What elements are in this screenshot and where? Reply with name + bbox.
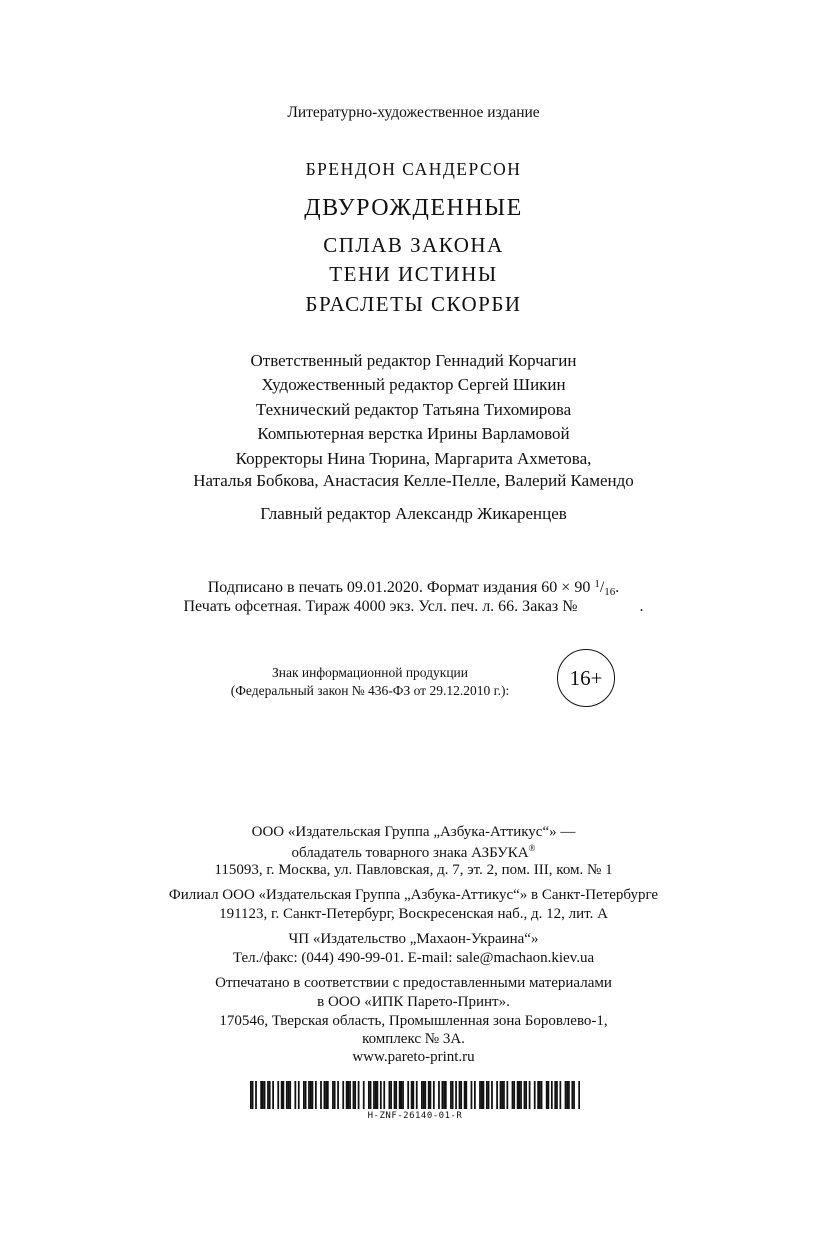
barcode-bar — [524, 1081, 526, 1109]
barcode-bar — [481, 1081, 483, 1109]
barcode-bar — [479, 1081, 481, 1109]
publisher-address: 115093, г. Москва, ул. Павловская, д. 7, эт. 2, пом. III, ком. № 1 — [214, 862, 613, 878]
barcode-bar — [452, 1081, 454, 1109]
barcode-bar — [370, 1081, 372, 1109]
barcode-bar — [474, 1081, 476, 1109]
barcode-bar — [294, 1081, 296, 1109]
barcode-bar — [260, 1081, 262, 1109]
barcode-bar — [430, 1081, 432, 1109]
barcode-bar — [483, 1081, 485, 1109]
printer-address-building: комплекс № 3А. — [362, 1031, 465, 1047]
publisher-line: ООО «Издательская Группа „Азбука-Аттикус“» — — [251, 824, 576, 840]
book-title: СПЛАВ ЗАКОНА — [323, 233, 504, 257]
barcode-bar — [342, 1081, 344, 1109]
barcode-bar — [358, 1081, 360, 1109]
barcode-bar — [520, 1081, 522, 1109]
printer-name: в ООО «ИПК Парето-Принт». — [317, 994, 510, 1010]
branch-line: Филиал ООО «Издательская Группа „Азбука-Аттикус“» в Санкт-Петербурге — [168, 887, 659, 903]
format-fraction-slash: / — [599, 579, 605, 596]
barcode-bar — [354, 1081, 356, 1109]
barcode-bar — [400, 1081, 402, 1109]
barcode-bar — [424, 1081, 426, 1109]
barcode-bar — [325, 1081, 327, 1109]
barcode-bar — [250, 1081, 252, 1109]
barcode-bar — [324, 1081, 326, 1109]
barcode-bar — [346, 1081, 348, 1109]
barcode-bar — [496, 1081, 498, 1109]
format-fraction-numerator: 1 — [594, 578, 600, 590]
chief-editor-line: Главный редактор Александр Жикаренцев — [260, 504, 567, 523]
barcode-bar — [394, 1081, 396, 1109]
barcode-bar — [412, 1081, 414, 1109]
barcode-bar — [320, 1081, 322, 1109]
barcode-bar — [337, 1081, 339, 1109]
barcode-bar — [565, 1081, 567, 1109]
barcode-bar — [486, 1081, 488, 1109]
print-run-text: Печать офсетная. Тираж 4000 экз. Усл. печ. л. 66. Заказ № — [183, 598, 578, 615]
barcode — [250, 1081, 580, 1109]
print-format-end: . — [615, 579, 620, 596]
credit-line: Корректоры Нина Тюрина, Маргарита Ахметова, — [235, 449, 592, 468]
barcode-bar — [305, 1081, 307, 1109]
barcode-bar — [506, 1081, 508, 1109]
barcode-bar — [534, 1081, 536, 1109]
credit-line: Технический редактор Татьяна Тихомирова — [255, 400, 572, 419]
barcode-bar — [433, 1081, 435, 1109]
barcode-bar — [517, 1081, 519, 1109]
barcode-bar — [375, 1081, 377, 1109]
barcode-bar — [559, 1081, 561, 1109]
barcode-bar — [548, 1081, 550, 1109]
print-info-line — [0, 578, 827, 598]
barcode-bar — [554, 1081, 556, 1109]
barcode-bar — [262, 1081, 264, 1109]
print-run-end: . — [639, 598, 644, 615]
barcode-bar — [551, 1081, 553, 1109]
print-run-line — [0, 598, 827, 616]
barcode-bar — [465, 1081, 467, 1109]
credit-line: Наталья Бобкова, Анастасия Келле-Пелле, Валерий Камендо — [193, 471, 634, 490]
barcode-bar — [438, 1081, 440, 1109]
genre-label: Литературно-художественное издание — [287, 104, 540, 121]
barcode-bar — [380, 1081, 382, 1109]
barcode-bar — [568, 1081, 570, 1109]
barcode-bar — [399, 1081, 401, 1109]
barcode-bar — [332, 1081, 334, 1109]
barcode-bar — [442, 1081, 444, 1109]
credit-line: Ответственный редактор Геннадий Корчагин — [250, 351, 577, 370]
ukraine-publisher-line: ЧП «Издательство „Махаон-Украина“» — [288, 931, 539, 947]
barcode-bar — [450, 1081, 452, 1109]
barcode-bar — [501, 1081, 503, 1109]
barcode-bar — [460, 1081, 462, 1109]
printer-line: Отпечатано в соответствии с предоставленными материалами — [215, 975, 612, 991]
barcode-bar — [518, 1081, 520, 1109]
barcode-bar — [459, 1081, 461, 1109]
barcode-bar — [327, 1081, 329, 1109]
barcode-bar — [546, 1081, 548, 1109]
barcode-bar — [303, 1081, 305, 1109]
barcode-bar — [349, 1081, 351, 1109]
barcode-bar — [388, 1081, 390, 1109]
barcode-bar — [556, 1081, 558, 1109]
branch-address: 191123, г. Санкт-Петербург, Воскресенская наб., д. 12, лит. А — [219, 906, 608, 922]
book-title: БРАСЛЕТЫ СКОРБИ — [305, 292, 522, 316]
barcode-bar — [267, 1081, 269, 1109]
barcode-bar — [445, 1081, 447, 1109]
barcode-bar — [289, 1081, 291, 1109]
format-fraction-denominator: 16 — [604, 586, 616, 598]
barcode-bar — [541, 1081, 543, 1109]
barcode-bar — [272, 1081, 274, 1109]
barcode-bar — [503, 1081, 505, 1109]
barcode-bar — [347, 1081, 349, 1109]
barcode-bar — [411, 1081, 413, 1109]
barcode-code: H-ZNF-26140-01-R — [367, 1111, 463, 1121]
print-format-text: Подписано в печать 09.01.2020. Формат издания 60 × 90 — [207, 579, 591, 596]
age-rating-badge — [557, 649, 615, 707]
barcode-bar — [315, 1081, 317, 1109]
barcode-bar — [416, 1081, 418, 1109]
barcode-bar — [578, 1081, 580, 1109]
barcode-bar — [383, 1081, 385, 1109]
barcode-bar — [525, 1081, 527, 1109]
barcode-bar — [571, 1081, 573, 1109]
barcode-bar — [488, 1081, 490, 1109]
barcode-bar — [286, 1081, 288, 1109]
barcode-bar — [298, 1081, 300, 1109]
barcode-bar — [390, 1081, 392, 1109]
barcode-bar — [288, 1081, 290, 1109]
age-rating-text: 16+ — [569, 665, 603, 690]
barcode-bar — [308, 1081, 310, 1109]
barcode-bar — [255, 1081, 257, 1109]
barcode-bar — [513, 1081, 515, 1109]
barcode-bar — [471, 1081, 473, 1109]
barcode-bar — [491, 1081, 493, 1109]
barcode-bar — [537, 1081, 539, 1109]
barcode-bar — [252, 1081, 254, 1109]
barcode-bar — [373, 1081, 375, 1109]
barcode-bar — [368, 1081, 370, 1109]
barcode-bar — [573, 1081, 575, 1109]
barcode-bar — [312, 1081, 314, 1109]
barcode-bar — [421, 1081, 423, 1109]
barcode-bar — [428, 1081, 430, 1109]
publisher-trademark-line — [0, 843, 827, 862]
barcode-bar — [512, 1081, 514, 1109]
printer-website: www.pareto-print.ru — [352, 1049, 475, 1065]
age-sign-label-line: Знак информационной продукции — [271, 665, 469, 680]
barcode-bar — [529, 1081, 531, 1109]
barcode-bar — [395, 1081, 397, 1109]
ukraine-contact-line: Тел./факс: (044) 490-99-01. E-mail: sale@machaon.kiev.ua — [232, 950, 595, 966]
barcode-bar — [407, 1081, 409, 1109]
barcode-bar — [443, 1081, 445, 1109]
barcode-bar — [310, 1081, 312, 1109]
printer-address: 170546, Тверская область, Промышленная зона Боровлево-1, — [219, 1013, 608, 1029]
barcode-bar — [334, 1081, 336, 1109]
credit-line: Художественный редактор Сергей Шикин — [261, 375, 566, 394]
barcode-bar — [539, 1081, 541, 1109]
barcode-bar — [277, 1081, 279, 1109]
credit-line: Компьютерная верстка Ирины Варламовой — [257, 424, 570, 443]
barcode-bar — [353, 1081, 355, 1109]
barcode-bar — [402, 1081, 404, 1109]
barcode-bar — [423, 1081, 425, 1109]
barcode-bar — [269, 1081, 271, 1109]
barcode-bar — [264, 1081, 266, 1109]
age-sign-label — [180, 664, 560, 700]
author-name: БРЕНДОН САНДЕРСОН — [305, 159, 522, 179]
book-title: ТЕНИ ИСТИНЫ — [329, 262, 498, 286]
barcode-bar — [282, 1081, 284, 1109]
series-title: ДВУРОЖДЕННЫЕ — [304, 195, 523, 221]
barcode-bar — [377, 1081, 379, 1109]
barcode-bar — [455, 1081, 457, 1109]
age-sign-law-line: (Федеральный закон № 436-ФЗ от 29.12.2010 г.): — [230, 683, 510, 698]
trademark-text: обладатель товарного знака АЗБУКА — [291, 845, 529, 861]
barcode-bar — [363, 1081, 365, 1109]
registered-mark: ® — [528, 843, 536, 853]
barcode-bar — [464, 1081, 466, 1109]
barcode-bar — [500, 1081, 502, 1109]
barcode-bar — [281, 1081, 283, 1109]
barcode-bar — [566, 1081, 568, 1109]
